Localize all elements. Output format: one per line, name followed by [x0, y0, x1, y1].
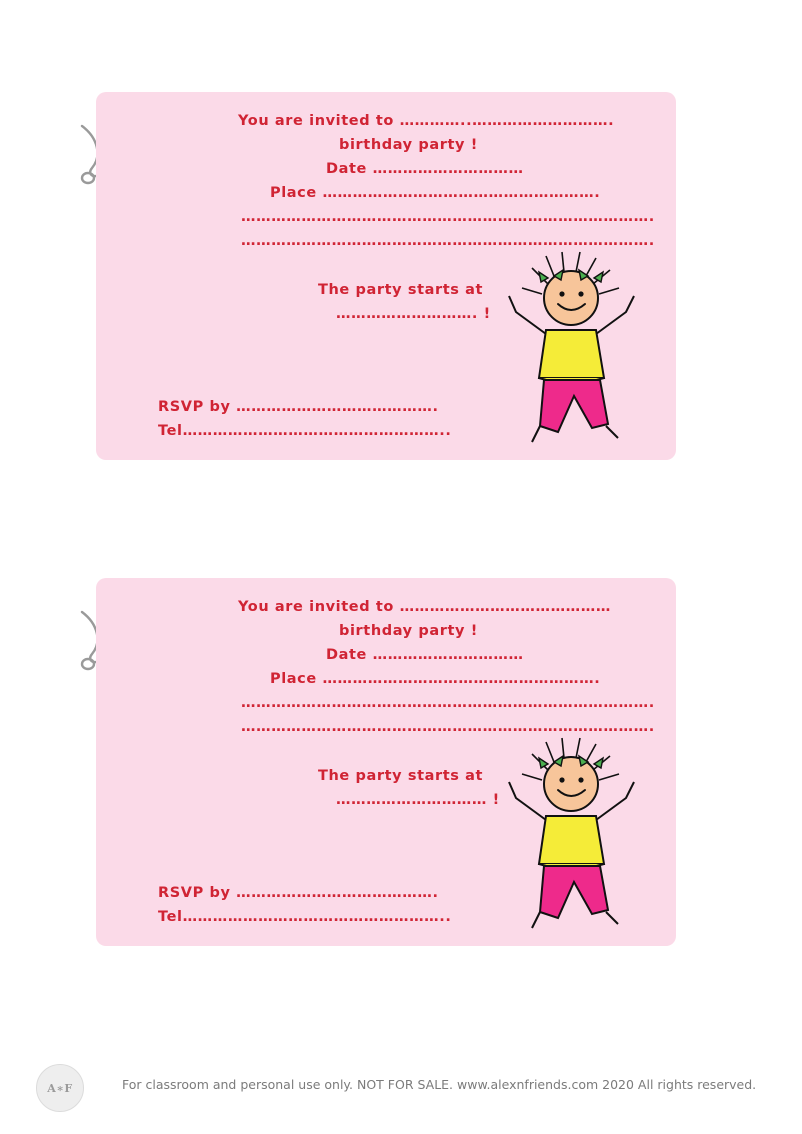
brand-logo-label: A∗F	[47, 1081, 73, 1095]
starts-line: The party starts at	[318, 768, 484, 784]
invited-line: You are invited to ……………………………………	[238, 599, 611, 615]
copyright-text: For classroom and personal use only. NOT FOR SALE. www.alexnfriends.com 2020 All rights reserved.	[122, 1077, 757, 1092]
invitation-card	[96, 92, 676, 460]
cartoon-girl-icon	[496, 732, 646, 932]
invitation-card	[96, 578, 676, 946]
tel-line: Tel……………………………………………..	[158, 909, 452, 925]
footer	[0, 1062, 802, 1112]
time-line: ………………………… !	[336, 792, 500, 808]
place-line: Place ……………………………………………….	[270, 185, 601, 201]
tel-line: Tel……………………………………………..	[158, 423, 452, 439]
dots-line-1: ……………………………………………………………………….	[241, 209, 655, 225]
rsvp-line: RSVP by ………………………………….	[158, 885, 439, 901]
starts-line: The party starts at	[318, 282, 484, 298]
rsvp-line: RSVP by ………………………………….	[158, 399, 439, 415]
dots-line-1: ……………………………………………………………………….	[241, 695, 655, 711]
invited-line: You are invited to …………..……………………….	[238, 113, 615, 129]
brand-logo-icon	[36, 1064, 84, 1112]
dots-line-2: ……………………………………………………………………….	[241, 233, 655, 249]
party-line: birthday party !	[339, 137, 478, 153]
place-line: Place ……………………………………………….	[270, 671, 601, 687]
party-line: birthday party !	[339, 623, 478, 639]
cartoon-girl-icon	[496, 246, 646, 446]
dots-line-2: ……………………………………………………………………….	[241, 719, 655, 735]
date-line: Date …………………………	[326, 647, 524, 663]
time-line: ………………………. !	[336, 306, 491, 322]
date-line: Date …………………………	[326, 161, 524, 177]
